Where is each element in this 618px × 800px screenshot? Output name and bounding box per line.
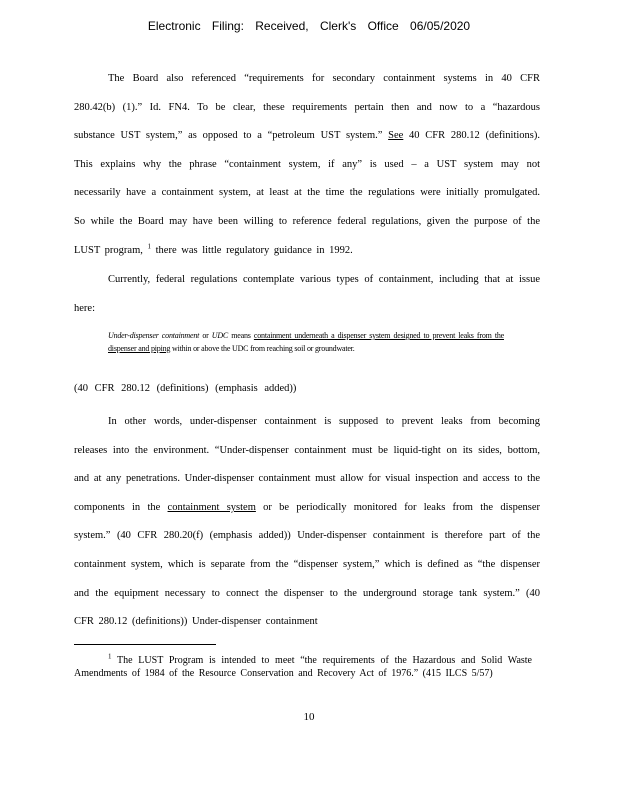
- paragraph-text: 40 CFR 280.12 (definitions). This explains why the phrase “containment system, if any” is used – a UST system may not necessarily have a containment system, at least at the time the regulations were initially promulgated. So while the Board may have been willing to reference federal regulations, given the purpose of the LUST program,: [74, 130, 540, 256]
- paragraph-text: In other words, under-dispenser containment is supposed to prevent leaks from becoming releases into the environment. “Under-dispenser containment must be liquid-tight on its sides, bottom, and at any penetrations. Under-dispenser containment must allow for visual inspection and access to the components in the: [74, 416, 540, 513]
- footnote-number: 1: [108, 652, 112, 661]
- emphasized-text: containment underneath a dispenser system designed to prevent leaks from the dispenser and piping: [108, 331, 504, 353]
- paragraph-text: or be periodically monitored for leaks from the dispenser system.” (40 CFR 280.20(f) (emphasis added)) Under-dispenser containment is therefore part of the containment system, which is separate from the “dispenser system,” which is defined as “the dispenser and the equipment necessary to connect the dispenser to the underground storage tank system.” (40 CFR 280.12 (definitions)) Under-dispenser containment: [74, 501, 540, 628]
- footnote: [74, 652, 532, 680]
- quote-text: within or above the UDC from reaching soil or groundwater.: [170, 344, 355, 353]
- footnote-reference: 1: [147, 242, 152, 251]
- paragraph-currently-federal: Currently, federal regulations contemplate various types of containment, including that at issue here:: [74, 274, 540, 314]
- defined-term: Under-dispenser containment: [108, 331, 200, 340]
- defined-abbreviation: UDC: [211, 331, 229, 340]
- block-quote-definition: [108, 329, 504, 355]
- paragraph-in-other-words: [74, 408, 540, 637]
- footnote-separator: [74, 644, 216, 645]
- filing-stamp-header: Electronic Filing: Received, Clerk's Office 06/05/2020: [147, 19, 471, 33]
- quote-text: means: [228, 331, 254, 340]
- paragraph-board-referenced: [74, 65, 540, 265]
- footnote-text: The LUST Program is intended to meet “the requirements of the Hazardous and Solid Waste Amendments of 1984 of the Resource Conservation and Recovery Act of 1976.” (415 ILCS 5/57): [74, 655, 532, 679]
- paragraph-text: The Board also referenced “requirements for secondary containment systems in 40 CFR 280.42(b) (1).” Id. FN4. To be clear, these requirements pertain then and now to a “hazardous substance UST system,” as opposed to a “petroleum UST system.”: [74, 73, 540, 142]
- paragraph-text: there was little regulatory guidance in 1992.: [151, 244, 353, 256]
- see-signal: See: [388, 130, 404, 142]
- emphasized-text: containment system: [167, 501, 256, 513]
- quote-citation: (40 CFR 280.12 (definitions) (emphasis added)): [74, 383, 297, 394]
- quote-text: or: [199, 331, 212, 340]
- page-number: 10: [303, 711, 315, 723]
